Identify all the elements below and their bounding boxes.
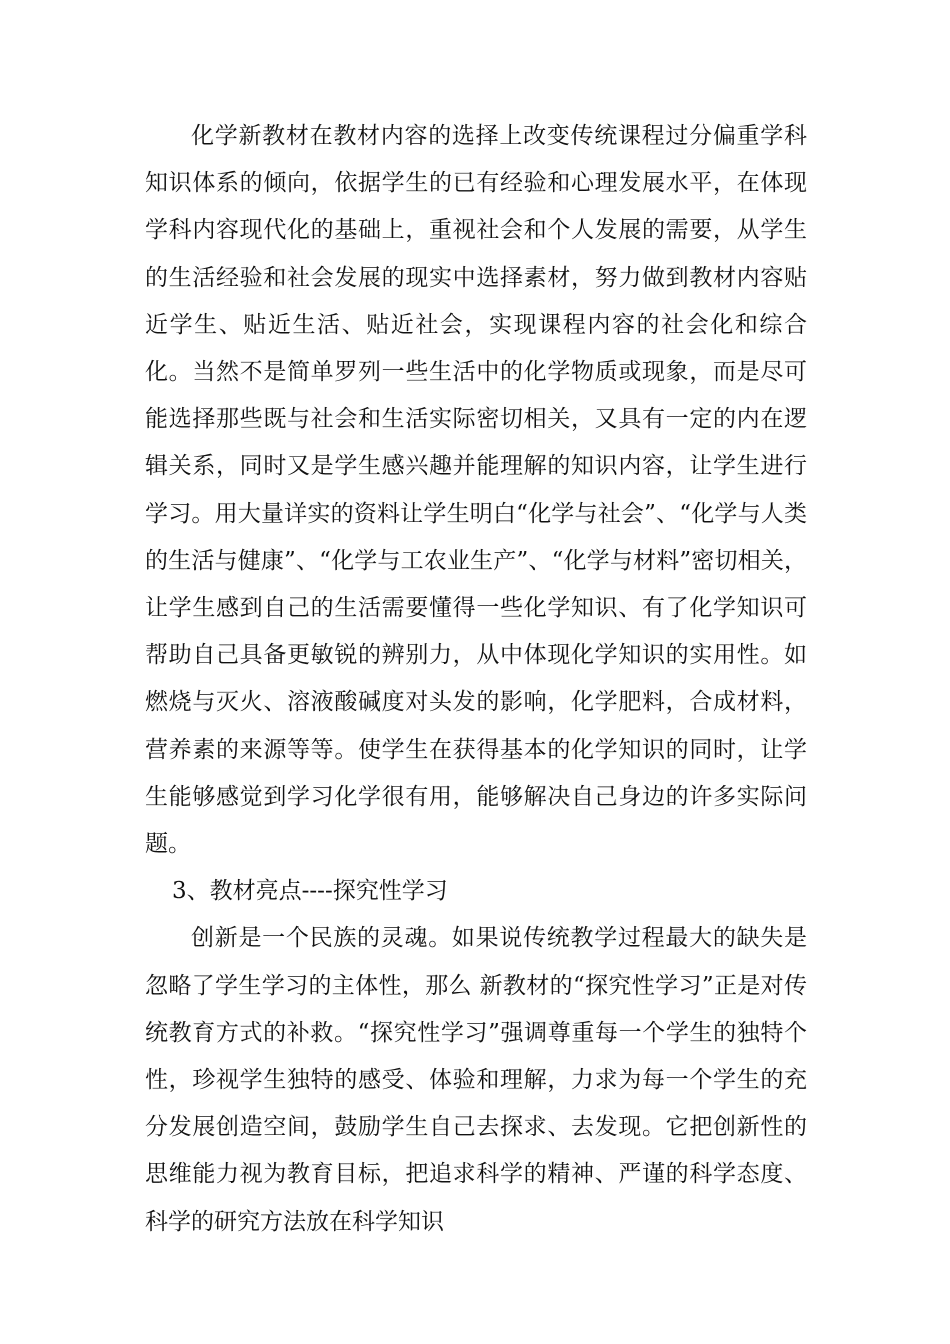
section-heading-inquiry-learning: 3、教材亮点----探究性学习 [172, 878, 448, 905]
paragraph-content-selection: 化学新教材在教材内容的选择上改变传统课程过分偏重学科知识体系的倾向，依据学生的已有经验和心理发展水平，在体现学科内容现代化的基础上，重视社会和个人发展的需要，从学生的生活经验和社会发展的现实中选择素材，努力做到教材内容贴近学生、贴近生活、贴近社会，实现课程内容的社会化和综合化。当然不是简单罗列一些生活中的化学物质或现象，而是尽可能选择那些既与社会和生活实际密切相关，又具有一定的内在逻辑关系，同时又是学生感兴趣并能理解的知识内容，让学生进行学习。用大量详实的资料让学生明白“化学与社会”、“化学与人类的生活与健康”、“化学与工农业生产”、“化学与材料”密切相关，让学生感到自己的生活需要懂得一些化学知识、有了化学知识可帮助自己具备更敏锐的辨别力，从中体现化学知识的实用性。如燃烧与灭火、溶液酸碱度对头发的影响，化学肥料，合成材料，营养素的来源等等。使学生在获得基本的化学知识的同时，让学生能够感觉到学习化学很有用，能够解决自己身边的许多实际问题。 [145, 123, 807, 858]
document-body [145, 113, 807, 1246]
paragraph-innovation: 创新是一个民族的灵魂。如果说传统教学过程最大的缺失是忽略了学生学习的主体性，那么 新教材的“探究性学习”正是对传统教育方式的补救。“探究性学习”强调尊重每一个学生的独特个性，珍视学生独特的感受、体验和理解，力求为每一个学生的充分发展创造空间，鼓励学生自己去探求、去发现。它把创新性的思维能力视为教育目标，把追求科学的精神、严谨的科学态度、科学的研究方法放在科学知识 [145, 925, 807, 1235]
